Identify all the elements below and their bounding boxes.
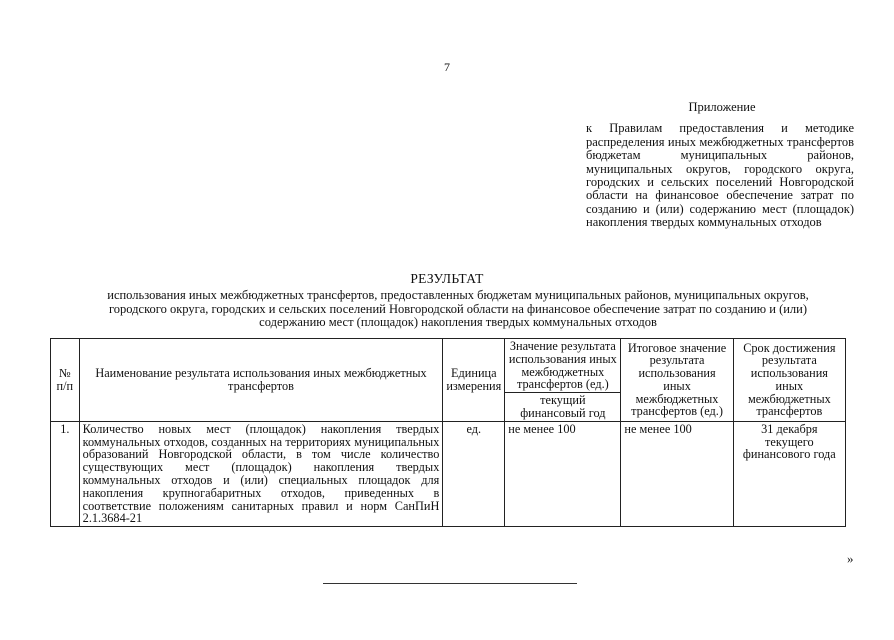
result-table [50,338,846,527]
row-number: 1. [51,421,80,526]
footer-divider [323,583,577,584]
document-title: РЕЗУЛЬТАТ [410,271,484,286]
row-name: Количество новых мест (площадок) накопления твердых коммунальных отходов, созданных на территориях муниципальных образований Новгородской области, в том числе количество существующих мест (площадок) накопления твердых коммунальных отходов и (или) специальных площадок для накопления крупногабаритных отходов, приведенных в соответствие положениям санитарных правил и норм СанПиН 2.1.3684-21 [79,421,443,526]
table-row [51,421,846,526]
header-value: Значение результата использования иных межбюджетных трансфертов (ед.) [505,339,621,393]
table-header-row [51,339,846,393]
closing-quote: » [847,551,854,566]
document-subtitle: использования иных межбюджетных трансфертов, предоставленных бюджетам муниципальных районов, муниципальных округов, городского округа, городских и сельских поселений Новгородской области на финансовое обеспечение затрат по созданию и (или) содержанию мест (площадок) накопления твердых коммунальных отходов [107,288,809,329]
header-final-value: Итоговое значение результата использования иных межбюджетных трансфертов (ед.) [621,339,733,422]
row-unit: ед. [443,421,505,526]
header-term: Срок достижения результата использования иных межбюджетных трансфертов [733,339,845,422]
appendix-title: Приложение [688,100,756,114]
row-final-value: не менее 100 [621,421,733,526]
appendix-text: к Правилам предоставления и методике распределения иных межбюджетных трансфертов бюджетам муниципальных районов, муниципальных округов, городского округа, городских и сельских поселений Новгородской области на финансовое обеспечение затрат по созданию и (или) содержанию мест (площадок) накопления твердых коммунальных отходов [586,121,854,230]
row-value: не менее 100 [505,421,621,526]
header-number: № п/п [51,339,80,422]
row-term: 31 декабря текущего финансового года [733,421,845,526]
header-value-current-year: текущий финансовый год [505,393,621,422]
page-number: 7 [444,60,450,74]
header-unit: Единица измерения [443,339,505,422]
header-name: Наименование результата использования иных межбюджетных трансфертов [79,339,443,422]
appendix-block [586,101,854,230]
